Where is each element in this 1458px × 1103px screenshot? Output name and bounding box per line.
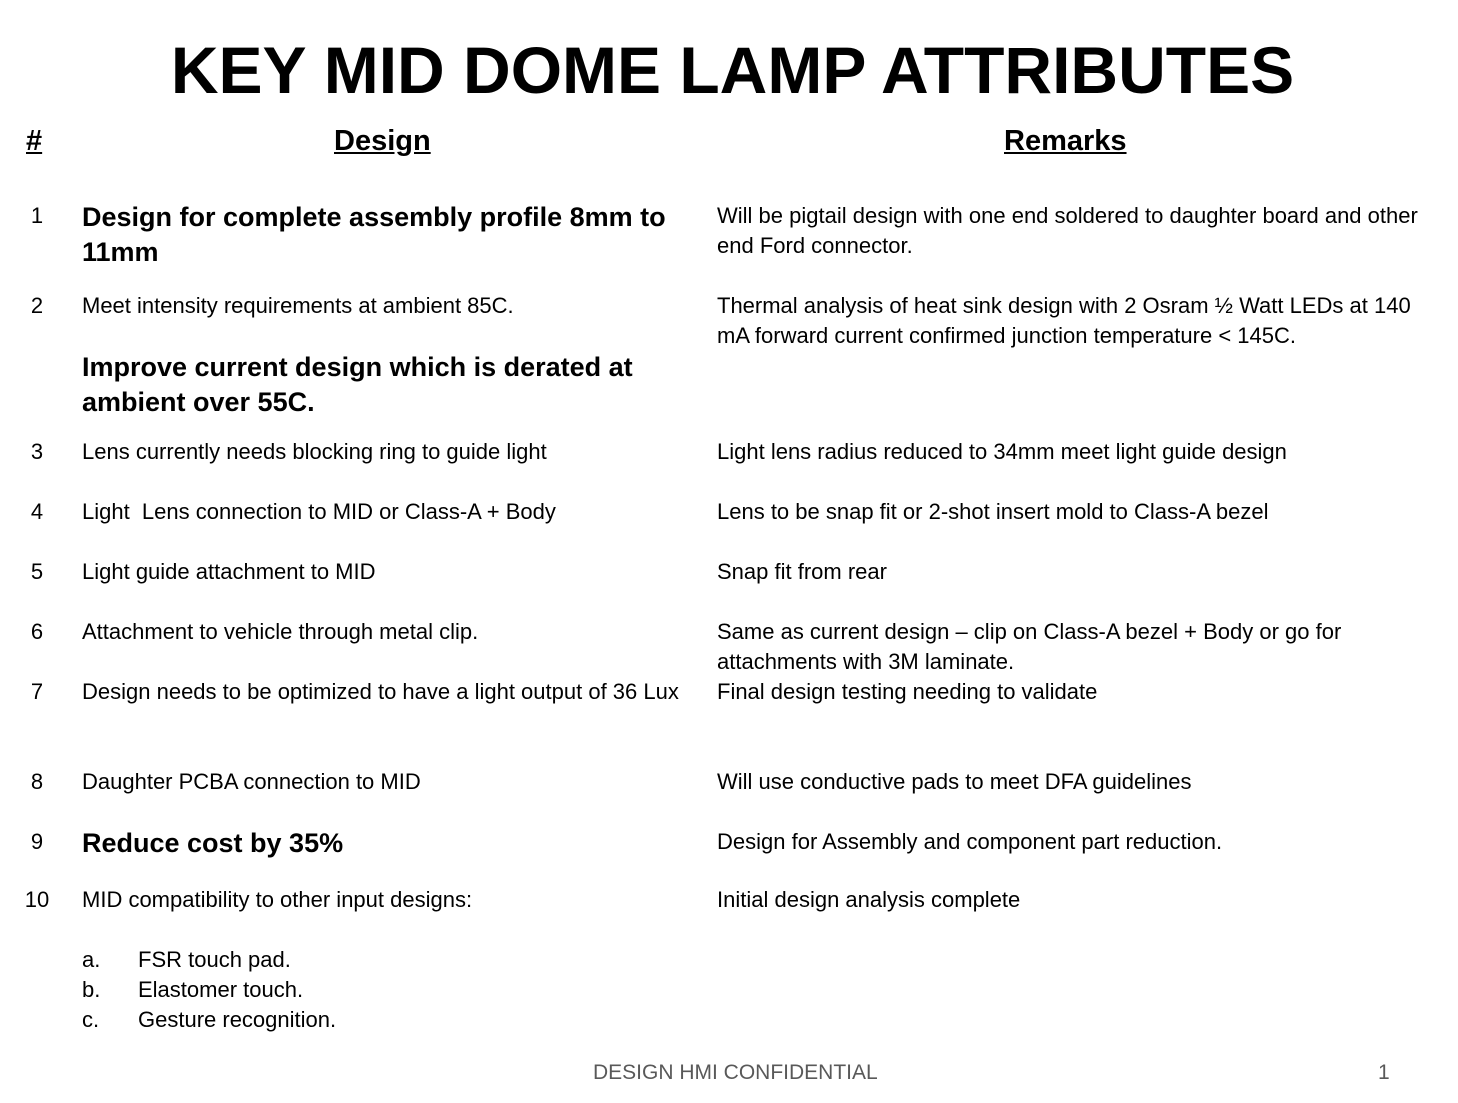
remark-text: Lens to be snap fit or 2-shot insert mold to Class-A bezel [717, 499, 1269, 524]
design-text: Light Lens connection to MID or Class-A + Body [82, 499, 556, 524]
page-number: 1 [1378, 1061, 1390, 1084]
row-number: 9 [30, 829, 44, 854]
row-number: 6 [30, 619, 44, 644]
list-item-text: Elastomer touch. [138, 977, 304, 1002]
remark-text: Same as current design – clip on Class-A bezel + Body or go for attachments with 3M laminate. [717, 619, 1342, 674]
remark-text: Snap fit from rear [717, 559, 887, 584]
list-item-text: Gesture recognition. [138, 1007, 337, 1032]
row-number: 1 [30, 203, 44, 228]
remark-text: Final design testing needing to validate [717, 679, 1098, 704]
design-text: Design for complete assembly profile 8mm to 11mm [82, 202, 666, 267]
header-number: # [26, 125, 43, 157]
page-title: KEY MID DOME LAMP ATTRIBUTES [170, 33, 1295, 107]
remark-text: Design for Assembly and component part reduction. [717, 829, 1223, 854]
design-text: MID compatibility to other input designs: [82, 887, 473, 912]
remark-text: Initial design analysis complete [717, 887, 1021, 912]
row-number: 10 [24, 887, 50, 912]
row-number: 3 [30, 439, 44, 464]
remark-text: Will be pigtail design with one end soldered to daughter board and other end Ford connector. [717, 203, 1418, 258]
remark-text: Thermal analysis of heat sink design with 2 Osram ½ Watt LEDs at 140 mA forward current confirmed junction temperature < 145C. [717, 293, 1411, 348]
design-text: Light guide attachment to MID [82, 559, 376, 584]
design-text: Daughter PCBA connection to MID [82, 769, 421, 794]
list-item-letter: b. [82, 977, 101, 1002]
row-number: 5 [30, 559, 44, 584]
design-text-emphasis: Reduce cost by 35% [82, 828, 344, 858]
list-item [82, 1005, 336, 1035]
list-item-letter: c. [82, 1007, 100, 1032]
header-design: Design [334, 125, 431, 157]
row-number: 8 [30, 769, 44, 794]
design-text: Attachment to vehicle through metal clip. [82, 619, 479, 644]
design-text-emphasis: Improve current design which is derated at ambient over 55C. [82, 352, 633, 417]
list-item-letter: a. [82, 947, 101, 972]
list-item [82, 975, 303, 1005]
footer-confidential: DESIGN HMI CONFIDENTIAL [593, 1061, 878, 1084]
remark-text: Light lens radius reduced to 34mm meet light guide design [717, 439, 1287, 464]
list-item [82, 945, 291, 975]
design-text: Design needs to be optimized to have a light output of 36 Lux [82, 679, 679, 704]
row-number: 4 [30, 499, 44, 524]
header-remarks: Remarks [1004, 125, 1127, 157]
row-number: 7 [30, 679, 44, 704]
remark-text: Will use conductive pads to meet DFA guidelines [717, 769, 1192, 794]
design-text: Lens currently needs blocking ring to guide light [82, 439, 547, 464]
design-text: Meet intensity requirements at ambient 85C. [82, 293, 514, 318]
row-number: 2 [30, 293, 44, 318]
list-item-text: FSR touch pad. [138, 947, 291, 972]
